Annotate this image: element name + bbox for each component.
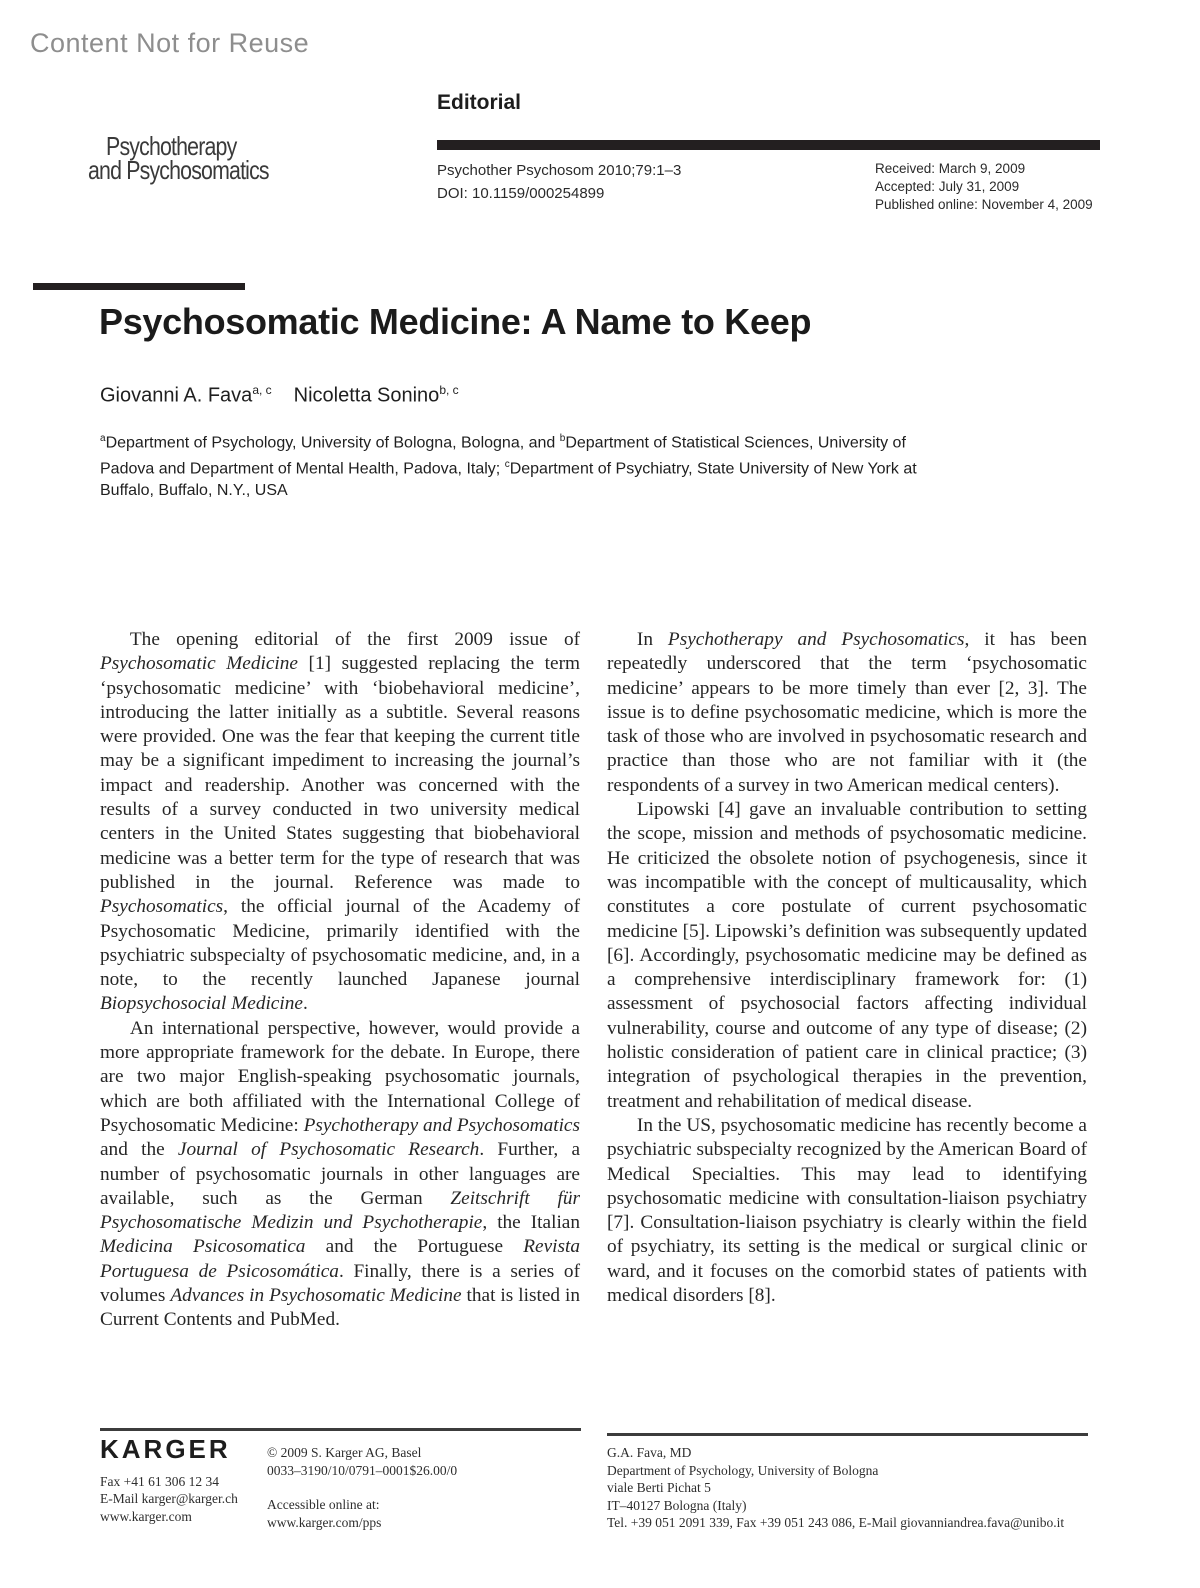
- copyright-block: [267, 1439, 567, 1531]
- correspondence-name: G.A. Fava, MD: [607, 1445, 692, 1460]
- correspondence-city: IT–40127 Bologna (Italy): [607, 1497, 747, 1513]
- author-name: Giovanni A. Fava: [100, 384, 253, 407]
- copyright-line: © 2009 S. Karger AG, Basel: [267, 1445, 422, 1460]
- header-rule: [437, 140, 1100, 150]
- footer-rule-right: [607, 1433, 1088, 1436]
- article-body: [100, 628, 1088, 1333]
- online-access-label: Accessible online at:: [267, 1497, 380, 1512]
- karger-logo: KARGER: [100, 1434, 231, 1464]
- accepted-date: Accepted: July 31, 2009: [875, 179, 1020, 194]
- publisher-contact: [100, 1434, 267, 1531]
- journal-citation: Psychother Psychosom 2010;79:1–3: [437, 162, 682, 179]
- citation-block: [437, 159, 681, 205]
- paragraph: Lipowski [4] gave an invaluable contribution to setting the scope, mission and methods of psychosomatic medicine. He criticized the obsolete notion of psychogenesis, since it was incompatible with the concept of multicausality, which constitutes a core postulate of current psychosomatic medicine [5]. Lipowski’s definition was subsequently updated [6]. Accordingly, psychosomatic medicine may be defined as a comprehensive interdisciplinary framework for: (1) assessment of psychosocial factors affecting individual vulnerability, course and outcome of any type of disease; (2) holistic consideration of patient care in clinical practice; (3) integration of psychological therapies in the prevention, treatment and rehabilitation of medical disease.: [607, 799, 1087, 1112]
- online-access-url: www.karger.com/pps: [267, 1514, 382, 1530]
- authors-line: [100, 383, 459, 408]
- publisher-footer: [100, 1428, 581, 1531]
- published-online-date: Published online: November 4, 2009: [875, 197, 1093, 212]
- paragraph: In the US, psychosomatic medicine has recently become a psychiatric subspecialty recognized by the American Board of Medical Specialties. This may lead to identifying psychosomatic medicine with consultation-liaison psychiatry [7]. Consultation-liaison psychiatry is clearly within the field of psychiatry, its setting is the medical or surgical clinic or ward, and it focuses on the comorbid states of patients with medical disorders [8].: [607, 1114, 1087, 1307]
- footer-rule-left: [100, 1428, 581, 1431]
- title-rule: [33, 283, 245, 290]
- left-column: [100, 628, 580, 1333]
- article-title: Psychosomatic Medicine: A Name to Keep: [99, 301, 812, 342]
- journal-logo-line2: and Psychosomatics: [88, 155, 269, 185]
- watermark-text: Content Not for Reuse: [30, 28, 310, 58]
- correspondence-street: viale Berti Pichat 5: [607, 1480, 711, 1495]
- dates-block: [875, 160, 1093, 214]
- publisher-email: E-Mail karger@karger.ch: [100, 1491, 238, 1506]
- publisher-fax: Fax +41 61 306 12 34: [100, 1473, 219, 1489]
- issn-code: 0033–3190/10/0791–0001$26.00/0: [267, 1462, 458, 1478]
- section-label: Editorial: [437, 91, 522, 114]
- journal-logo: [88, 131, 269, 185]
- correspondence-department: Department of Psychology, University of Bologna: [607, 1462, 879, 1478]
- paragraph: An international perspective, however, would provide a more appropriate framework for the debate. In Europe, there are two major English-speaking psychosomatic journals, which are both affiliated with the International College of Psychosomatic Medicine: Psychotherapy and Psychosomatics and the Journal of Psychosomatic Research. Further, a number of psychosomatic journals in other languages are available, such as the German Zeitschrift für Psychosomatische Medizin und Psychotherapie, the Italian Medicina Psicosomatica and the Portuguese Revista Portuguesa de Psicosomática. Finally, there is a series of volumes Advances in Psychosomatic Medicine that is listed in Current Contents and PubMed.: [100, 1017, 581, 1331]
- received-date: Received: March 9, 2009: [875, 161, 1026, 176]
- right-column: [607, 628, 1087, 1333]
- spacer: [267, 1479, 567, 1496]
- doi: DOI: 10.1159/000254899: [437, 185, 605, 202]
- correspondence-phone-email: Tel. +39 051 2091 339, Fax +39 051 243 086, E-Mail giovanniandrea.fava@unibo.it: [607, 1515, 1065, 1530]
- correspondence-footer: [607, 1428, 1088, 1532]
- author-affiliation-marks: b, c: [439, 383, 459, 397]
- publisher-website: www.karger.com: [100, 1508, 192, 1524]
- author-name: Nicoletta Sonino: [293, 384, 440, 407]
- author-affiliation-marks: a, c: [252, 383, 272, 397]
- paragraph: In Psychotherapy and Psychosomatics, it has been repeatedly underscored that the term ‘psychosomatic medicine’ appears to be more timely than ever [2, 3]. The issue is to define psychosomatic medicine, which is more the task of those who are involved in psychosomatic research and practice than those who are not familiar with it (the respondents of a survey in two American medical centers).: [607, 629, 1087, 796]
- paragraph: The opening editorial of the first 2009 issue of Psychosomatic Medicine [1] suggested replacing the term ‘psychosomatic medicine’ with ‘biobehavioral medicine’, introducing the latter initially as a subtitle. Several reasons were provided. One was the fear that keeping the current title may be a significant impediment to increasing the journal’s impact and readership. Another was concerned with the results of a survey conducted in two university medical centers in the United States suggesting that biobehavioral medicine was a better term for the type of research that was published in the journal. Reference was made to Psychosomatics, the official journal of the Academy of Psychosomatic Medicine, primarily identified with the psychiatric subspecialty of psychosomatic medicine, and, in a note, to the recently launched Japanese journal Biopsychosocial Medicine.: [100, 629, 580, 1015]
- affiliations: $^a$Department of Psychology, University of Bologna, Bologna, and $^b$Department of Statistical Sciences, University of Padova and Department of Mental Health, Padova, Italy; $^c$Department of Psychiatry, State University of New York at Buffalo, Buffalo, N.Y., USA: [100, 433, 917, 499]
- journal-logo-line1: Psychotherapy: [106, 131, 237, 161]
